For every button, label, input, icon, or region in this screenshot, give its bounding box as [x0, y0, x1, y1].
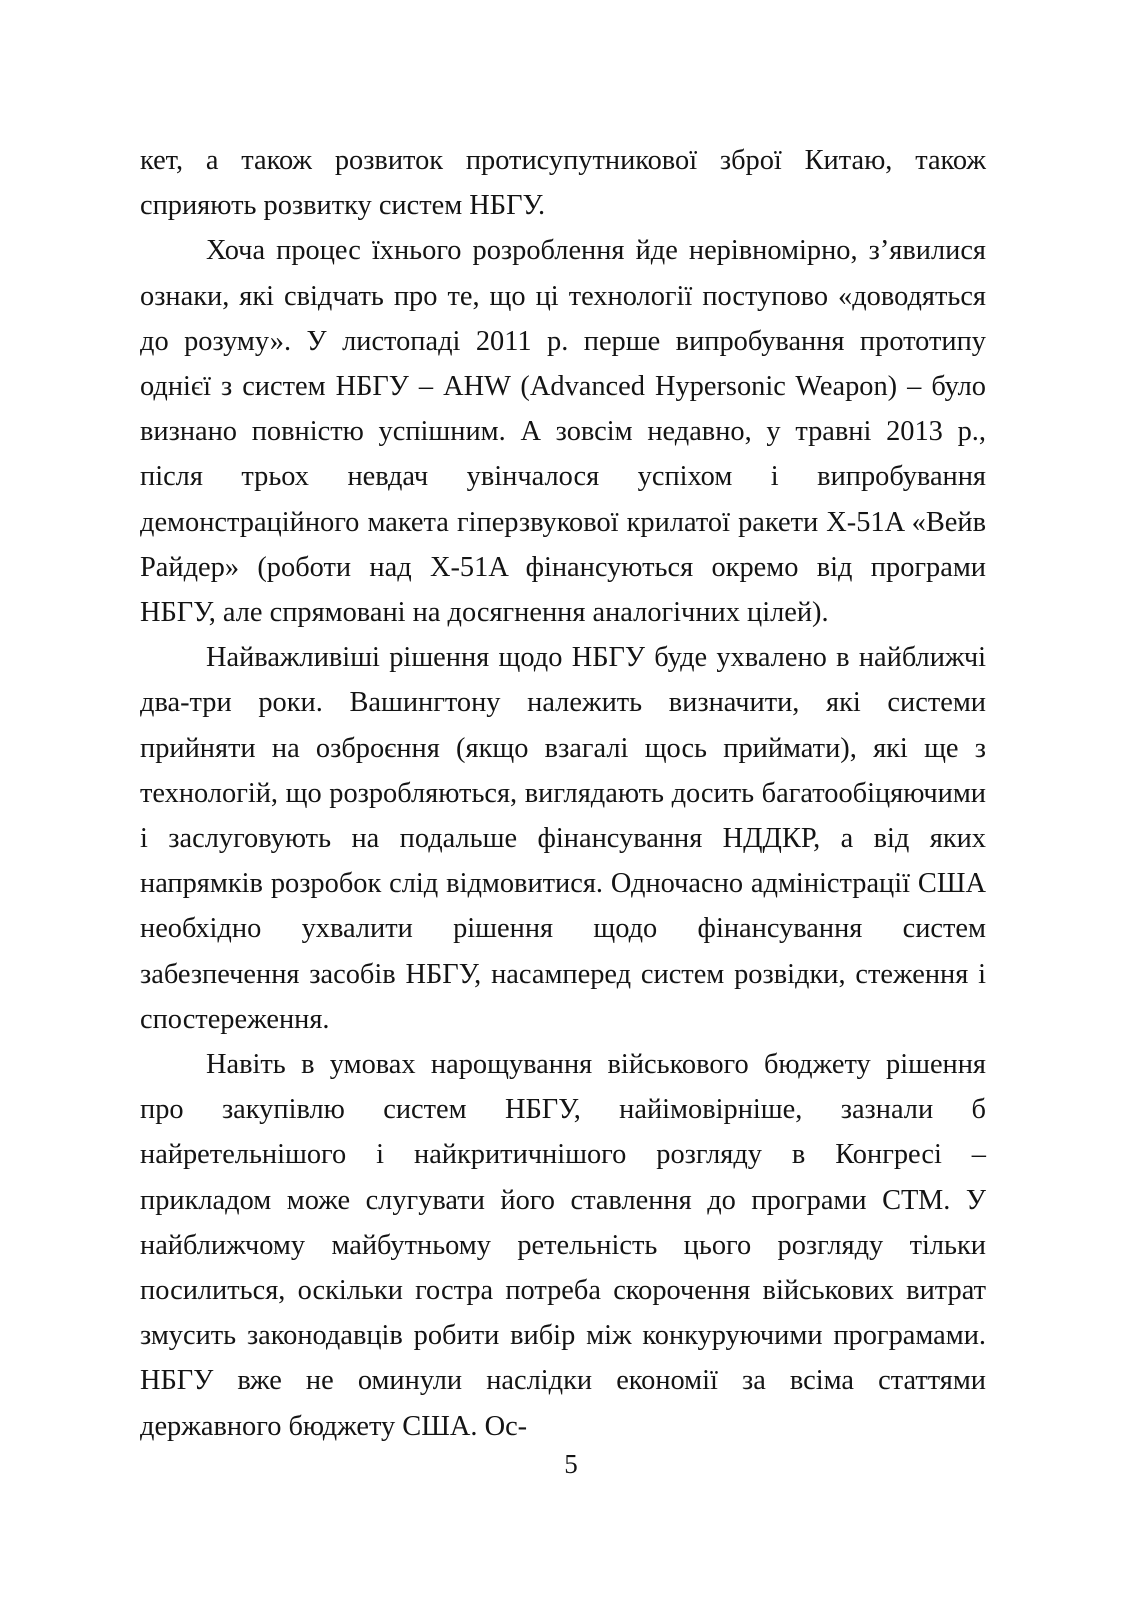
- page-number: 5: [564, 1449, 578, 1479]
- body-text-column: [140, 138, 986, 1449]
- paragraph-2: Хоча процес їхнього розроблення йде нерівномірно, з’явилися ознаки, які свідчать про те, що ці технології поступово «доводяться до розуму». У листопаді 2011 р. перше випробування прототипу однієї з систем НБГУ – AHW (Advanced Hypersonic Weapon) – було визнано повністю успішним. А зовсім недавно, у травні 2013 р., після трьох невдач увінчалося успіхом і випробування демонстраційного макета гіперзвукової крилатої ракети X-51A «Вейв Райдер» (роботи над X-51A фінансуються окремо від програми НБГУ, але спрямовані на досягнення аналогічних цілей).: [140, 235, 986, 629]
- paragraph-1: кет, а також розвиток протисупутникової зброї Китаю, також сприяють розвитку систем НБГУ.: [140, 145, 986, 222]
- paragraph-4: Навіть в умовах нарощування військового бюджету рішення про закупівлю систем НБГУ, найімовірніше, зазнали б найретельнішого і найкритичнішого розгляду в Конгресі – прикладом може слугувати його ставлення до програми СТМ. У найближчому майбутньому ретельність цього розгляду тільки посилиться, оскільки гостра потреба скорочення військових витрат змусить законодавців робити вибір між конкуруючими програмами. НБГУ вже не оминули наслідки економії за всіма статтями державного бюджету США. Ос-: [140, 1049, 986, 1442]
- paragraph-3: Найважливіші рішення щодо НБГУ буде ухвалено в найближчі два-три роки. Вашингтону належить визначити, які системи прийняти на озброєння (якщо взагалі щось приймати), які ще з технологій, що розробляються, виглядають досить багатообіцяючими і заслуговують на подальше фінансування НДДКР, а від яких напрямків розробок слід відмовитися. Одночасно адміністрації США необхідно ухвалити рішення щодо фінансування систем забезпечення засобів НБГУ, насамперед систем розвідки, стеження і спостереження.: [140, 642, 986, 1035]
